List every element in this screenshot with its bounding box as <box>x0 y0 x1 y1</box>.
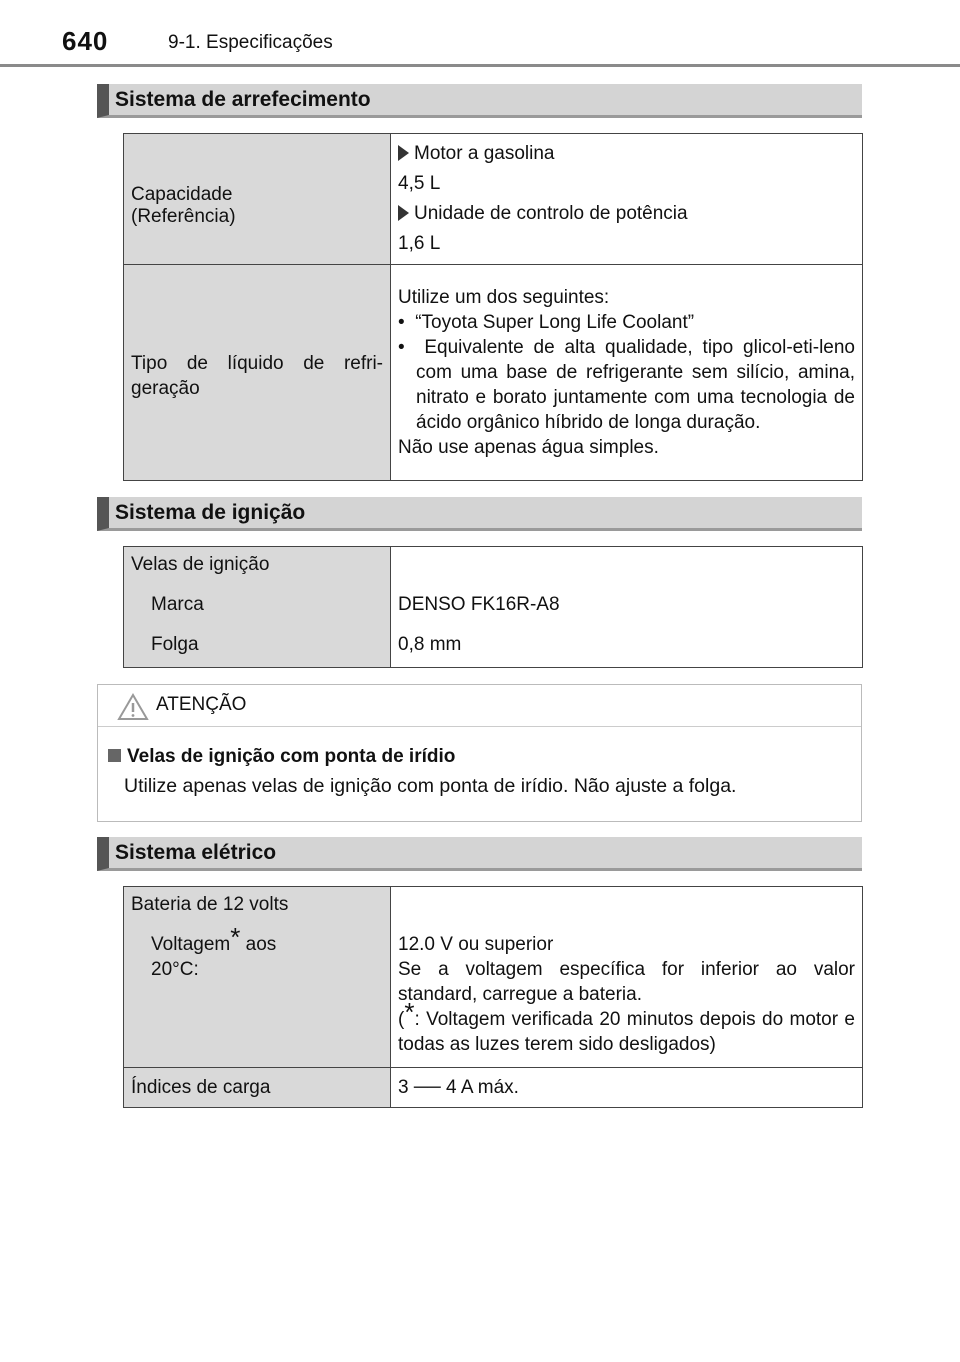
warning-text: Utilize apenas velas de ignição com ponta de irídio. Não ajuste a folga. <box>124 775 737 797</box>
ignition-spec-table <box>123 546 863 668</box>
table-row <box>124 547 863 668</box>
section-title: Sistema elétrico <box>115 841 277 864</box>
table-row <box>124 134 863 265</box>
brand-label: Marca <box>151 594 204 615</box>
gasoline-engine-label: Motor a gasolina <box>414 143 555 164</box>
section-heading-ignition <box>97 497 862 531</box>
coolant-type-cell <box>124 265 391 481</box>
chapter-title: 9-1. Especificações <box>168 32 333 53</box>
cooling-spec-table <box>123 133 863 481</box>
battery-value-cell <box>391 887 863 1068</box>
coolant-option-2-text: Equivalente de alta qualidade, tipo glicol-eti-leno com uma base de refrigerante sem silício, amina, nitrato e borato juntamente com uma tecnologia de ácido orgânico híbrido de longa duração. <box>416 337 855 433</box>
warning-subtitle-row <box>108 746 455 768</box>
spark-plug-value-cell <box>391 547 863 668</box>
empty-spacer <box>398 547 855 587</box>
voltage-label <box>131 922 383 982</box>
brand-value: DENSO FK16R-A8 <box>398 594 560 615</box>
warning-subtitle: Velas de ignição com ponta de irídio <box>127 746 456 767</box>
section-heading-electrical <box>97 837 862 871</box>
gap-label: Folga <box>151 634 199 655</box>
coolant-intro: Utilize um dos seguintes: <box>398 287 610 308</box>
capacity-label-cell <box>124 134 391 265</box>
coolant-type-label: Tipo de líquido de refri-geração <box>131 352 383 399</box>
battery-label-cell <box>124 887 391 1068</box>
pcu-label: Unidade de controlo de potência <box>414 203 688 224</box>
gap-value: 0,8 mm <box>398 634 462 655</box>
square-bullet-icon <box>108 749 121 762</box>
warning-title: ATENÇÃO <box>156 694 247 715</box>
table-row <box>124 887 863 1068</box>
capacity-value-cell <box>391 134 863 265</box>
pcu-value: 1,6 L <box>398 233 441 254</box>
coolant-option-1: • “Toyota Super Long Life Coolant” <box>398 312 695 333</box>
charge-rate-value: 3 ── 4 A máx. <box>391 1068 863 1108</box>
voltage-footnote <box>398 997 855 1057</box>
spark-plug-label-cell <box>124 547 391 668</box>
coolant-description-cell <box>391 265 863 481</box>
warning-box <box>97 684 862 822</box>
section-title: Sistema de ignição <box>115 501 306 524</box>
warning-header <box>98 685 861 727</box>
section-title: Sistema de arrefecimento <box>115 88 371 111</box>
voltage-note: Se a voltagem específica for inferior ao valor standard, carregue a bateria. <box>398 959 855 1005</box>
section-heading-cooling <box>97 84 862 118</box>
coolant-option-1-text: “Toyota Super Long Life Coolant” <box>415 312 695 333</box>
charge-rate-label: Índices de carga <box>124 1068 391 1108</box>
capacity-label-reference: (Referência) <box>131 206 236 227</box>
asterisk-icon: * <box>404 997 415 1027</box>
asterisk-icon: * <box>230 922 241 952</box>
footnote-paren: ( <box>398 1009 405 1030</box>
table-row <box>124 265 863 481</box>
voltage-temperature: 20°C: <box>151 959 199 980</box>
triangle-bullet-icon <box>398 205 409 221</box>
coolant-option-2: • Equivalente de alta qualidade, tipo glicol-eti-leno com uma base de refrigerante sem silício, amina, nitrato e borato juntamente com uma tecnologia de ácido orgânico híbrido de longa duração. <box>398 337 855 433</box>
voltage-value: 12.0 V ou superior <box>398 934 554 955</box>
capacity-label: Capacidade <box>131 184 233 205</box>
electrical-spec-table <box>123 886 863 1108</box>
page-number: 640 <box>62 26 109 56</box>
table-row <box>124 1068 863 1108</box>
voltage-label-suffix: aos <box>240 934 277 955</box>
voltage-label-text: Voltagem <box>151 934 231 955</box>
footnote-text: : Voltagem verificada 20 minutos depois do motor e todas as luzes terem sido desligados) <box>398 1009 855 1055</box>
coolant-note: Não use apenas água simples. <box>398 437 659 458</box>
gasoline-engine-row <box>398 139 855 169</box>
pcu-row <box>398 199 855 229</box>
header-divider <box>0 64 960 67</box>
warning-triangle-icon <box>117 693 149 721</box>
gasoline-engine-value: 4,5 L <box>398 173 441 194</box>
spark-plugs-label: Velas de ignição <box>131 554 270 575</box>
battery-label: Bateria de 12 volts <box>131 894 289 915</box>
triangle-bullet-icon <box>398 145 409 161</box>
